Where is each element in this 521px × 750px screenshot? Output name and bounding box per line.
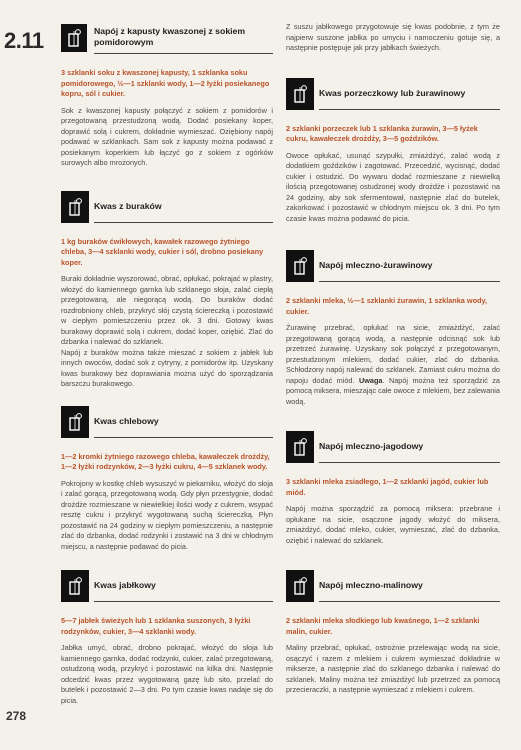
left-column bbox=[61, 22, 273, 714]
glass-icon bbox=[286, 78, 314, 110]
glass-icon bbox=[61, 191, 89, 223]
recipe-instructions: Buraki dokładnie wyszorować, obrać, opłukać, pokrajać w plastry, włożyć do kamiennego garnka lub szklanego słoja, zalać ciepłą przegotowaną, ale niegorącą wodą. Do buraków dodać rozdrobniony chleb, przykryć słój czystą ściereczką i pozostawić w ciepłym pomieszczeniu przez ok. 3 dni. Gotowy kwas burakowy doprawić solą i cukrem, dodać koper, oziębić. Zlać do dzbanka i nalewać do szklanek. bbox=[61, 274, 273, 346]
recipe-header bbox=[61, 566, 273, 610]
recipe-title: Kwas z buraków bbox=[94, 200, 162, 211]
recipe-ingredients: 5—7 jabłek świeżych lub 1 szklanka suszonych, 3 łyżki rodzynków, cukier, 3—4 szklanki wody. bbox=[61, 616, 251, 636]
recipe-title: Napój mleczno-żurawinowy bbox=[319, 260, 433, 270]
title-rule bbox=[319, 109, 500, 110]
recipe-title: Kwas jabłkowy bbox=[94, 580, 156, 590]
glass-icon bbox=[61, 406, 89, 438]
recipe-ingredients: 3 szklanki mleka zsiadłego, 1—2 szklanki jagód, cukier lub miód. bbox=[286, 477, 489, 497]
recipe-header bbox=[286, 74, 500, 118]
title-rule bbox=[319, 601, 500, 602]
recipe-instructions: Owoce opłukać, usunąć szypułki, zmiażdżyć, zalać wodą z dodatkiem goździków i zagotować. Przecedzić, wycisnąć, dodać cukier i ostudzić. Do wywaru dodać rozmieszane z niewielką ilością przegotowanej ostudzonej wody drożdże i pozostawić na 24 godziny, aby sok sfermentował, następnie zlać do butelek, zakorkować i pozostawić w chłodnym miejscu ok. 3 dni. Po tym czasie kwas można podawać do picia. bbox=[286, 150, 500, 223]
recipe-header bbox=[61, 402, 273, 446]
recipe-instructions: Jabłka umyć, obrać, drobno pokrajać, włożyć do słoja lub kamiennego garnka, dodać rodzynki, cukier, zalać przegotowaną, ostudzoną wodą, przykryć i pozostawić na kilka dni. Następnie odcedzić kwas przez wygotowaną gazę lub sito, przelać do butelek i pozostawić 2—3 dni. Po tym czasie kwas nadaje się do picia. bbox=[61, 643, 273, 705]
recipe-ingredients: 2 szklanki porzeczek lub 1 szklanka żurawin, 3—5 łyżek cukru, kawałeczek drożdży, 3—5 goździków. bbox=[286, 123, 478, 143]
glass-icon bbox=[61, 24, 87, 52]
recipe-header bbox=[286, 566, 500, 610]
right-column bbox=[286, 22, 500, 704]
recipe-title: Napój mleczno-jagodowy bbox=[319, 441, 424, 451]
recipe-header bbox=[286, 246, 500, 290]
recipe-ingredients: 2 szklanki mleka słodkiego lub kwaśnego, 1—2 szklanki malin, cukier. bbox=[286, 616, 480, 636]
recipe-title: Napój z kapusty kwaszonej z sokiem pomidorowym bbox=[94, 26, 246, 47]
recipe-ingredients: 3 szklanki soku z kwaszonej kapusty, 1 szklanka soku pomidorowego, ½—1 szklanki wody, 1—2 łyżki posiekanego kopru, sól i cukier. bbox=[61, 68, 270, 98]
recipe-header bbox=[286, 427, 500, 471]
glass-icon bbox=[61, 570, 89, 602]
recipe-ingredients: 1 kg buraków ćwikłowych, kawałek razowego żytniego chleba, 3—4 szklanki wody, cukier i sól, drobno posiekany koper. bbox=[61, 236, 264, 267]
recipe-instructions: Maliny przebrać, opłukać, ostrożnie przelewając wodą na sicie, osączyć i razem z mlekiem i cukrem wymieszać dokładnie w mikserze, a następnie zlać do szklanego dzbanka i nalewać do szklanek. Maliny można też zmiażdżyć lub przetrzeć za pomocą przecieraczki, a następnie wymieszać z mlekiem i cukrem. bbox=[286, 643, 500, 694]
title-rule bbox=[94, 437, 273, 438]
note-label: Uwaga bbox=[358, 375, 383, 385]
page-number: 278 bbox=[6, 709, 27, 723]
title-rule bbox=[94, 601, 273, 602]
recipe-header bbox=[61, 22, 273, 62]
glass-icon bbox=[286, 570, 314, 602]
recipe-title: Kwas porzeczkowy lub żurawinowy bbox=[319, 87, 466, 98]
recipe-instructions: Napój można sporządzić za pomocą miksera: przebrane i opłukane na sicie, osączone jagody włożyć do miksera, zmiażdżyć, dodać mleko, cukier, wymieszać, zlać do dzbanka, oziębić i nalewać do szklanek. bbox=[286, 504, 500, 545]
recipe-instructions-continued: Z suszu jabłkowego przygotowuje się kwas podobnie, z tym że najpierw suszone jabłka po umyciu i namoczeniu gotuje się, a następnie postępuje jak przy jabłkach świeżych. bbox=[286, 22, 500, 52]
instructions-text: Żurawinę przebrać, opłukać na sicie, zmiażdżyć, zalać przegotowaną gorącą wodą, a następnie odcisnąć sok lub przetrzeć żurawinę. Uzyskany sok połączyć z przegotowanym, przestudzonym mlekiem, dodać cukier, zlać do dzbanka. Schłodzony napój nalewać do szklanek. Zamiast cukru można do napoju dodać miód. bbox=[286, 323, 500, 385]
title-rule bbox=[94, 222, 273, 223]
recipe-title: Napój mleczno-malinowy bbox=[319, 580, 423, 590]
recipe-header bbox=[61, 187, 273, 231]
glass-icon bbox=[286, 250, 314, 282]
recipe-ingredients: 1—2 kromki żytniego razowego chleba, kawałeczek drożdży, 1—2 łyżki rodzynków, 2—3 łyżki cukru, 4—5 szklanek wody. bbox=[61, 451, 270, 471]
recipe-title: Kwas chlebowy bbox=[94, 415, 159, 426]
chapter-number: 2.11 bbox=[4, 28, 44, 53]
title-rule bbox=[319, 462, 500, 463]
recipe-ingredients: 2 szklanki mleka, ½—1 szklanki żurawin, 1 szklanka wody, cukier. bbox=[286, 296, 488, 316]
title-rule bbox=[319, 281, 500, 282]
note-text: . Napój można też sporządzić za pomocą miksera, mieszając całe owoce z mlekiem, bez zalewania wodą. bbox=[286, 375, 500, 406]
glass-icon bbox=[286, 431, 314, 463]
recipe-instructions-extra: Napój z buraków można także mieszać z sokiem z jabłek lub innych owoców, dodać sok z cytryny, z pomidorów itp. Uzyskany kwas burakowy bez doprawiania można użyć do sporządzania barszczu burakowego. bbox=[61, 347, 273, 388]
title-rule bbox=[94, 53, 273, 54]
recipe-instructions: Pokrojony w kostkę chleb wysuszyć w piekarniku, włożyć do słoja i zalać gorącą, przegotowaną wodą. Gdy płyn przestygnie, dodać drożdże rozmieszane w niewielkiej ilości wody z cukrem, wsypać resztę cukru i przykryć wygotowaną suchą ściereczką. Płyn pozostawić na 24 godziny w ciepłym pomieszczeniu, a następnie zlać do dzbanka, dodać rodzynki i zostawić na 3 dni w chłodnym miejscu, a następnie podawać do picia. bbox=[61, 478, 273, 551]
recipe-instructions: Sok z kwaszonej kapusty połączyć z sokiem z pomidorów i przegotowaną przestudzoną wodą. Dodać posiekany koper, doprawić solą i cukrem, dokładnie wymieszać. Oziębiony napój podawać w szklankach. Sam sok z kapusty można podawać z posiekanym koperkiem lub łączyć go z sokiem z ogórków surowych albo mrożonych. bbox=[61, 105, 273, 167]
recipe-instructions bbox=[286, 323, 500, 407]
